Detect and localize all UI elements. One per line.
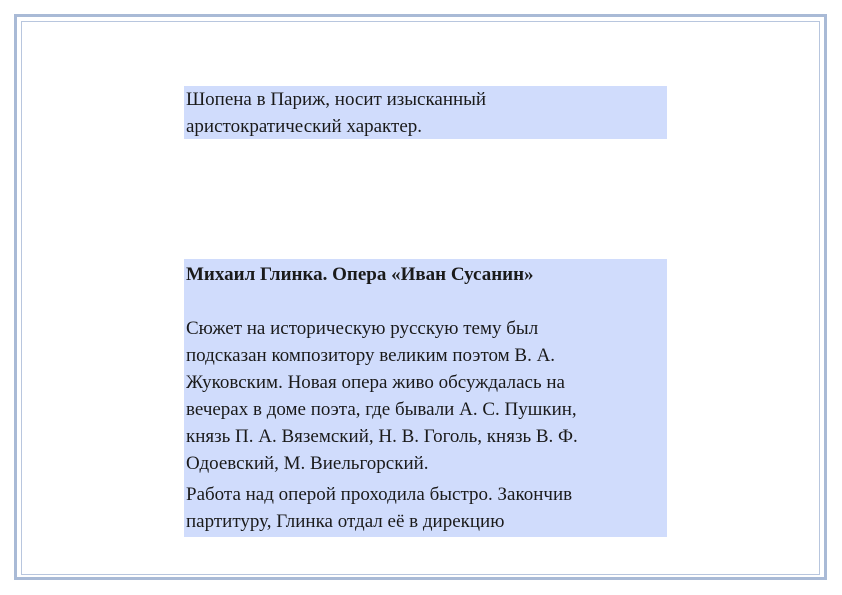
text-line: Одоевский, М. Виельгорский. [186,453,429,474]
section-heading: Михаил Глинка. Опера «Иван Сусанин» [186,264,534,285]
text-line: князь П. А. Вяземский, Н. В. Гоголь, князь В. Ф. [186,426,578,447]
text-block-chopin [184,86,667,139]
text-line: аристократический характер. [186,116,423,137]
text-line: Сюжет на историческую русскую тему был [186,318,539,339]
text-line: партитуру, Глинка отдал её в дирекцию [186,511,505,532]
text-block-glinka [184,259,667,537]
text-line: подсказан композитору великим поэтом В. А. [186,345,556,366]
text-line: Работа над оперой проходила быстро. Закончив [186,484,573,505]
paragraph-work [186,481,665,535]
text-line: Жуковским. Новая опера живо обсуждалась на [186,372,565,393]
text-line: вечерах в доме поэта, где бывали А. С. Пушкин, [186,399,577,420]
paragraph-plot [186,315,665,477]
text-line: Шопена в Париж, носит изысканный [186,89,487,110]
